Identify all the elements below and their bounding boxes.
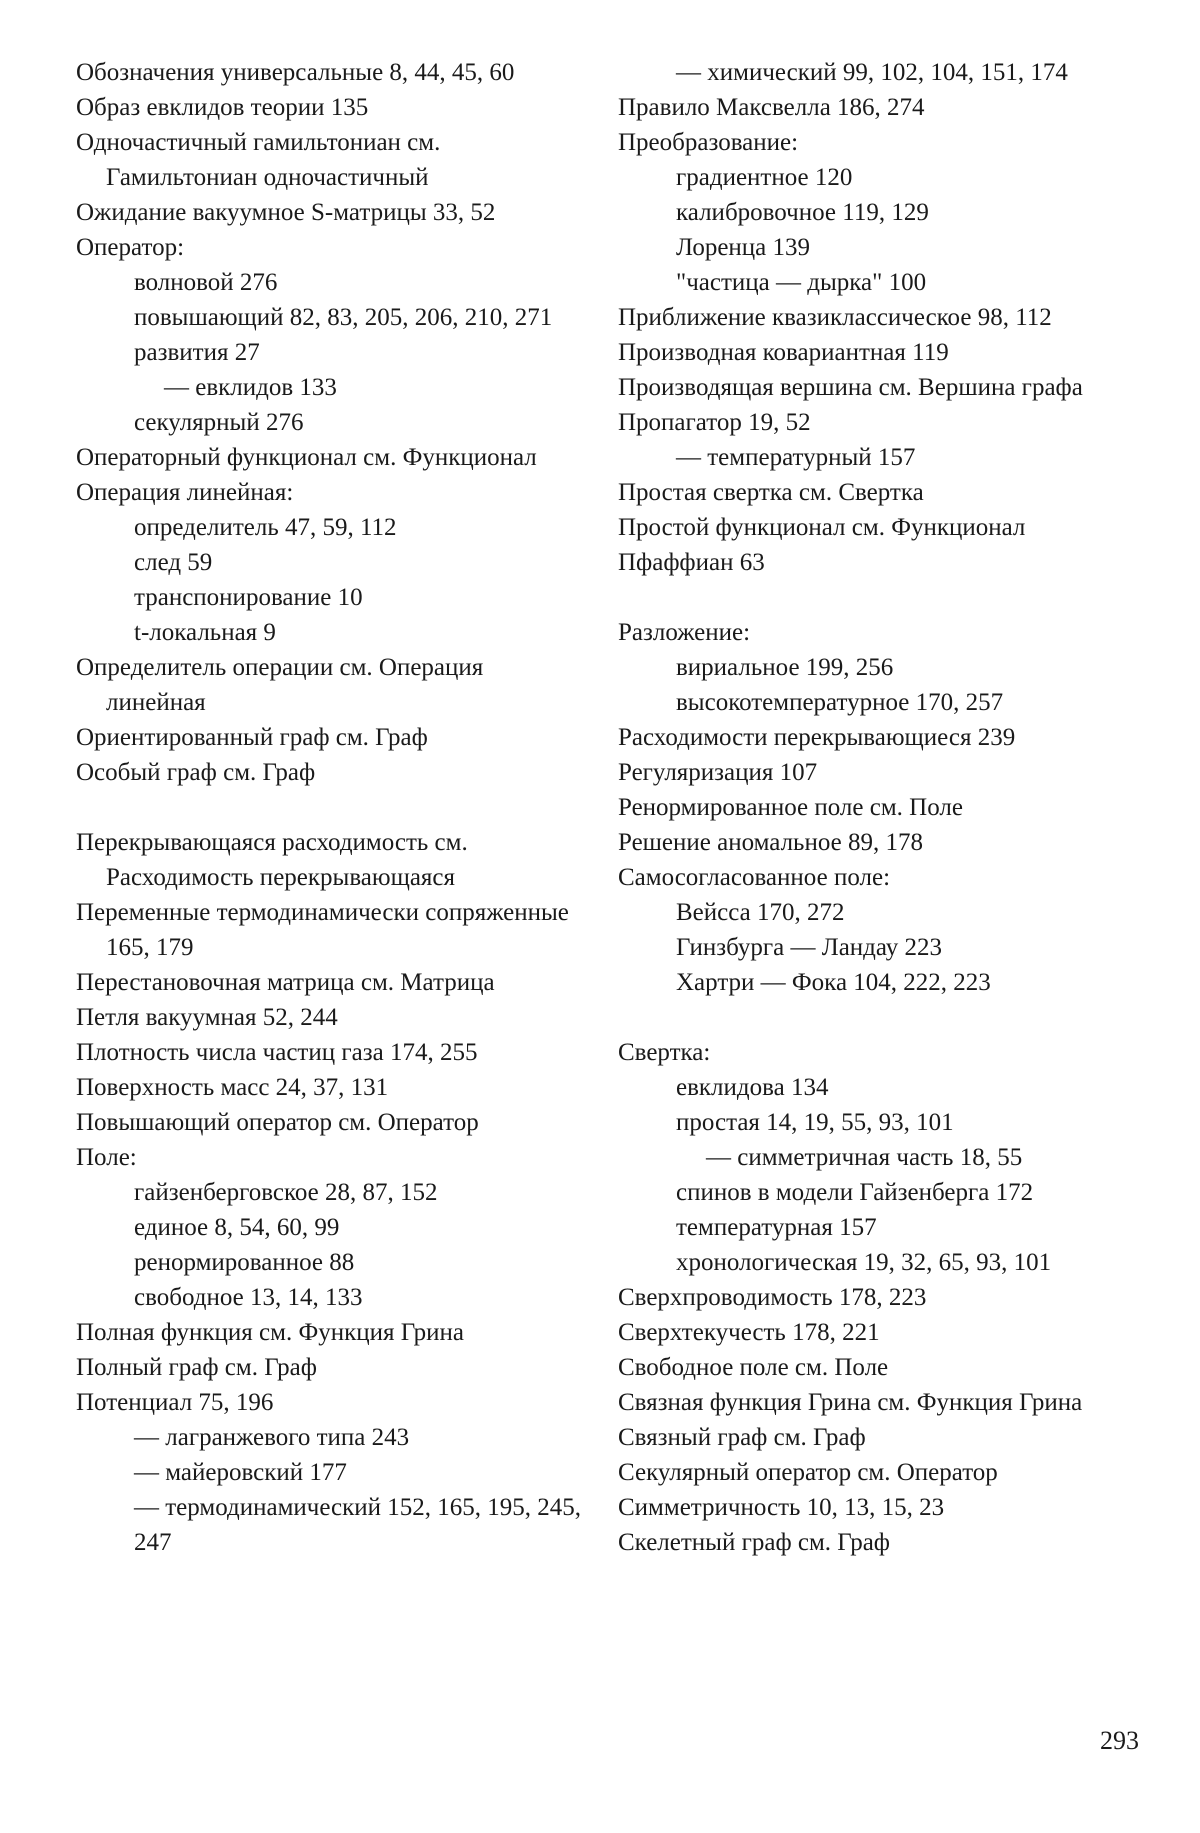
index-entry <box>76 55 586 90</box>
index-subentry <box>76 1280 586 1315</box>
index-entry-text: — химический 99, 102, 104, 151, 174 <box>676 59 1068 86</box>
index-entry-text: евклидова 134 <box>676 1074 829 1101</box>
index-subentry <box>618 1105 1148 1140</box>
index-entry <box>76 1350 586 1385</box>
index-entry-text: Перестановочная матрица см. Матрица <box>76 969 495 996</box>
index-entry-text: Связный граф см. Граф <box>618 1424 866 1451</box>
index-subentry <box>76 370 586 405</box>
index-entry-text: калибровочное 119, 129 <box>676 199 929 226</box>
index-entry <box>618 1420 1148 1455</box>
index-entry-text: Регуляризация 107 <box>618 759 818 786</box>
index-entry <box>618 1035 1148 1070</box>
index-entry <box>618 755 1148 790</box>
index-subentry <box>618 930 1148 965</box>
index-entry-text: — лагранжевого типа 243 <box>134 1424 410 1451</box>
index-entry <box>618 1490 1148 1525</box>
index-entry-text: Правило Максвелла 186, 274 <box>618 94 925 121</box>
index-entry <box>618 335 1148 370</box>
index-entry-text: Ориентированный граф см. Граф <box>76 724 428 751</box>
index-column-right <box>618 55 1148 1560</box>
index-entry-text: свободное 13, 14, 133 <box>134 1284 363 1311</box>
index-subentry <box>76 1490 586 1560</box>
index-entry <box>76 895 586 965</box>
index-subentry <box>618 685 1148 720</box>
index-entry-text: Свертка: <box>618 1039 711 1066</box>
index-entry <box>618 1315 1148 1350</box>
index-subentry <box>618 440 1148 475</box>
index-entry-text: Обозначения универсальные 8, 44, 45, 60 <box>76 59 515 86</box>
index-entry-text: Разложение: <box>618 619 751 646</box>
index-entry-text: Плотность числа частиц газа 174, 255 <box>76 1039 478 1066</box>
index-entry-text: Хартри — Фока 104, 222, 223 <box>676 969 991 996</box>
index-entry <box>76 1315 586 1350</box>
index-entry <box>618 125 1148 160</box>
index-entry-text: Одночастичный гамильтониан см. Гамильтониан одночастичный <box>76 129 441 191</box>
index-entry <box>76 965 586 1000</box>
index-entry-text: хронологическая 19, 32, 65, 93, 101 <box>676 1249 1052 1276</box>
index-entry-text: секулярный 276 <box>134 409 304 436</box>
section-gap <box>618 1000 1148 1035</box>
index-subentry <box>618 1140 1148 1175</box>
index-entry <box>618 615 1148 650</box>
index-entry-text: ренормированное 88 <box>134 1249 355 1276</box>
index-entry-text: Простая свертка см. Свертка <box>618 479 924 506</box>
index-subentry <box>76 265 586 300</box>
index-entry-text: транспонирование 10 <box>134 584 363 611</box>
index-entry-text: Операция линейная: <box>76 479 294 506</box>
index-subentry <box>618 1175 1148 1210</box>
index-entry-text: гайзенберговское 28, 87, 152 <box>134 1179 438 1206</box>
index-subentry <box>76 300 586 335</box>
index-entry-text: Операторный функционал см. Функционал <box>76 444 537 471</box>
index-entry-text: развития 27 <box>134 339 260 366</box>
index-entry-text: Самосогласованное поле: <box>618 864 891 891</box>
index-entry <box>618 545 1148 580</box>
index-entry-text: Пфаффиан 63 <box>618 549 765 576</box>
index-entry-text: температурная 157 <box>676 1214 877 1241</box>
index-subentry <box>618 195 1148 230</box>
section-gap <box>618 580 1148 615</box>
index-entry-text: — температурный 157 <box>676 444 916 471</box>
index-subentry <box>618 965 1148 1000</box>
index-entry-text: Решение аномальное 89, 178 <box>618 829 923 856</box>
index-subentry <box>76 580 586 615</box>
index-entry-text: Поверхность масс 24, 37, 131 <box>76 1074 389 1101</box>
index-entry-text: Поле: <box>76 1144 137 1171</box>
index-entry-text: Простой функционал см. Функционал <box>618 514 1026 541</box>
index-entry <box>76 125 586 195</box>
index-entry-text: Производная ковариантная 119 <box>618 339 949 366</box>
index-entry <box>618 405 1148 440</box>
index-entry-text: Свободное поле см. Поле <box>618 1354 889 1381</box>
index-entry <box>76 230 586 265</box>
index-entry-text: Преобразование: <box>618 129 799 156</box>
index-entry <box>618 1280 1148 1315</box>
index-entry <box>76 1105 586 1140</box>
index-entry-text: Пропагатор 19, 52 <box>618 409 811 436</box>
index-entry <box>76 195 586 230</box>
index-entry-text: "частица — дырка" 100 <box>676 269 927 296</box>
index-entry-text: Симметричность 10, 13, 15, 23 <box>618 1494 945 1521</box>
index-entry <box>76 825 586 895</box>
index-entry <box>76 720 586 755</box>
index-entry-text: — симметричная часть 18, 55 <box>706 1144 1023 1171</box>
index-entry-text: Сверхпроводимость 178, 223 <box>618 1284 927 1311</box>
index-subentry <box>618 55 1148 90</box>
index-subentry <box>76 1245 586 1280</box>
index-entry-text: градиентное 120 <box>676 164 853 191</box>
index-subentry <box>76 545 586 580</box>
index-entry-text: Лоренца 139 <box>676 234 811 261</box>
index-entry <box>618 370 1148 405</box>
index-entry <box>76 1385 586 1420</box>
index-column-left <box>76 55 586 1560</box>
index-entry-text: простая 14, 19, 55, 93, 101 <box>676 1109 954 1136</box>
index-entry-text: Полный граф см. Граф <box>76 1354 317 1381</box>
index-entry <box>618 475 1148 510</box>
index-entry-text: Ожидание вакуумное S-матрицы 33, 52 <box>76 199 496 226</box>
index-subentry <box>618 1245 1148 1280</box>
index-entry-text: Вейсса 170, 272 <box>676 899 845 926</box>
index-entry <box>618 1455 1148 1490</box>
index-entry <box>76 1035 586 1070</box>
index-entry-text: Петля вакуумная 52, 244 <box>76 1004 338 1031</box>
index-entry-text: t-локальная 9 <box>134 619 276 646</box>
index-subentry <box>618 650 1148 685</box>
section-gap <box>76 790 586 825</box>
index-entry <box>618 860 1148 895</box>
index-entry-text: Потенциал 75, 196 <box>76 1389 274 1416</box>
index-entry <box>76 650 586 720</box>
index-entry <box>618 1350 1148 1385</box>
index-subentry <box>76 615 586 650</box>
index-entry-text: Секулярный оператор см. Оператор <box>618 1459 998 1486</box>
index-entry-text: Переменные термодинамически сопряженные 165, 179 <box>76 899 569 961</box>
index-entry <box>76 1000 586 1035</box>
index-entry-text: Определитель операции см. Операция линейная <box>76 654 484 716</box>
index-subentry <box>618 1070 1148 1105</box>
index-entry-text: Ренормированное поле см. Поле <box>618 794 963 821</box>
index-subentry <box>618 1210 1148 1245</box>
index-entry <box>618 790 1148 825</box>
index-entry-text: Повышающий оператор см. Оператор <box>76 1109 479 1136</box>
index-subentry <box>76 405 586 440</box>
index-entry-text: Перекрывающаяся расходимость см. Расходимость перекрывающаяся <box>76 829 468 891</box>
index-entry-text: — евклидов 133 <box>164 374 337 401</box>
index-entry-text: след 59 <box>134 549 213 576</box>
index-subentry <box>76 1175 586 1210</box>
index-entry <box>618 1525 1148 1560</box>
index-entry-text: волновой 276 <box>134 269 278 296</box>
index-entry <box>76 475 586 510</box>
index-entry-text: Сверхтекучесть 178, 221 <box>618 1319 880 1346</box>
index-entry-text: единое 8, 54, 60, 99 <box>134 1214 340 1241</box>
index-entry-text: определитель 47, 59, 112 <box>134 514 397 541</box>
index-entry-text: спинов в модели Гайзенберга 172 <box>676 1179 1034 1206</box>
index-entry-text: Приближение квазиклассическое 98, 112 <box>618 304 1052 331</box>
index-entry <box>618 1385 1148 1420</box>
index-subentry <box>618 895 1148 930</box>
index-entry-text: Оператор: <box>76 234 185 261</box>
index-subentry <box>76 510 586 545</box>
index-entry-text: повышающий 82, 83, 205, 206, 210, 271 <box>134 304 553 331</box>
index-subentry <box>76 1455 586 1490</box>
index-entry <box>618 510 1148 545</box>
index-subentry <box>76 1210 586 1245</box>
index-subentry <box>618 160 1148 195</box>
index-entry <box>618 825 1148 860</box>
index-entry-text: вириальное 199, 256 <box>676 654 894 681</box>
index-entry <box>76 1140 586 1175</box>
index-entry <box>618 300 1148 335</box>
index-subentry <box>76 335 586 370</box>
index-subentry <box>618 230 1148 265</box>
index-entry-text: Полная функция см. Функция Грина <box>76 1319 464 1346</box>
index-entry-text: Расходимости перекрывающиеся 239 <box>618 724 1016 751</box>
index-subentry <box>618 265 1148 300</box>
index-entry <box>76 440 586 475</box>
index-entry-text: высокотемпературное 170, 257 <box>676 689 1004 716</box>
index-entry <box>618 720 1148 755</box>
index-entry <box>618 90 1148 125</box>
index-entry-text: Гинзбурга — Ландау 223 <box>676 934 942 961</box>
index-entry-text: Особый граф см. Граф <box>76 759 316 786</box>
index-subentry <box>76 1420 586 1455</box>
index-entry-text: — майеровский 177 <box>134 1459 347 1486</box>
page-number: 293 <box>1100 1726 1139 1755</box>
index-entry-text: Связная функция Грина см. Функция Грина <box>618 1389 1083 1416</box>
index-entry <box>76 1070 586 1105</box>
index-entry-text: Производящая вершина см. Вершина графа <box>618 374 1083 401</box>
index-entry <box>76 755 586 790</box>
index-entry-text: Образ евклидов теории 135 <box>76 94 369 121</box>
index-entry-text: — термодинамический 152, 165, 195, 245, 247 <box>134 1494 582 1556</box>
index-entry <box>76 90 586 125</box>
index-entry-text: Скелетный граф см. Граф <box>618 1529 890 1556</box>
